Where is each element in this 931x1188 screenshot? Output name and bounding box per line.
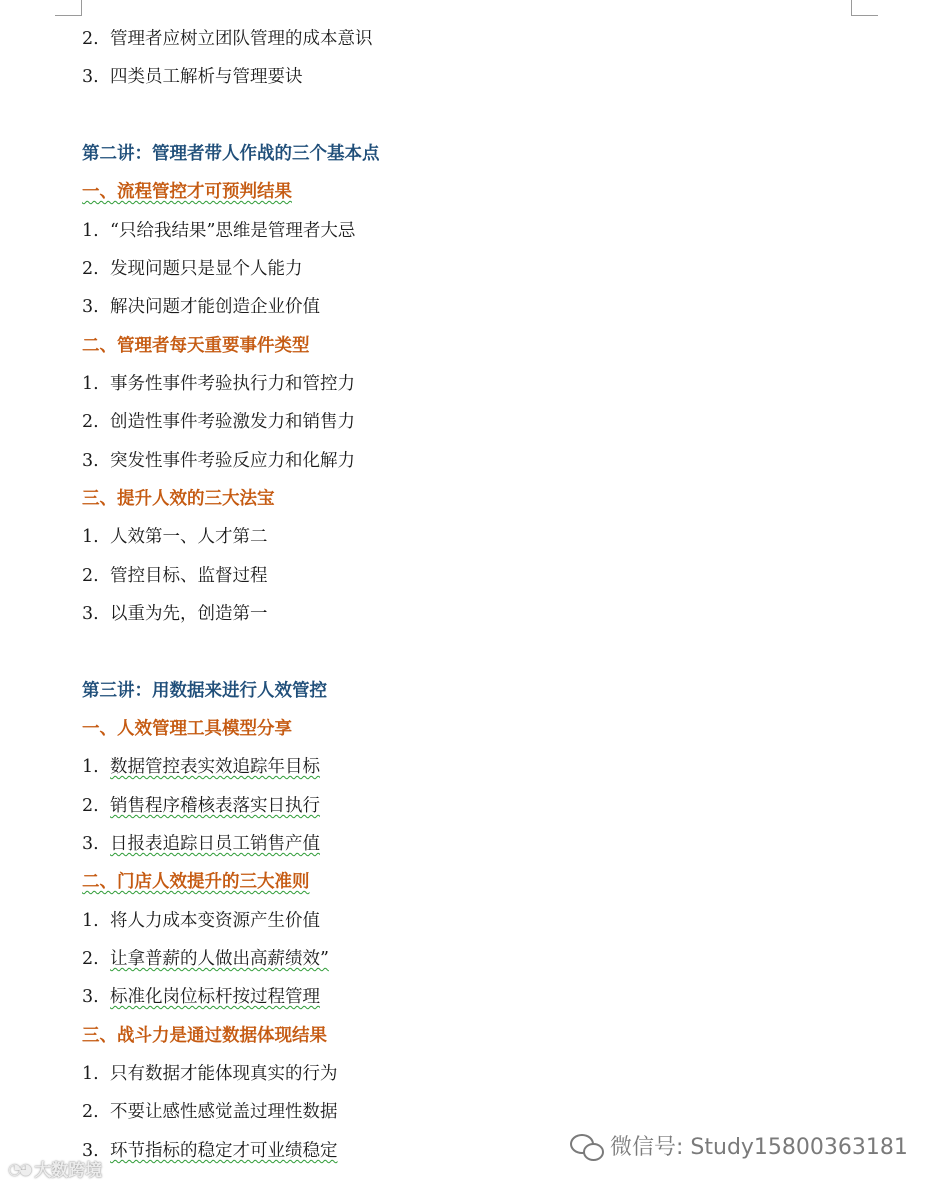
list-item: 2. 让拿普薪的人做出高薪绩效” [82, 949, 329, 969]
list-item: 3. 日报表追踪日员工销售产值 [82, 834, 320, 854]
list-item: 3. 环节指标的稳定才可业绩稳定 [82, 1141, 338, 1161]
lecture-heading: 第三讲：用数据来进行人效管控 [82, 681, 327, 701]
list-item: 3. 解决问题才能创造企业价值 [82, 297, 320, 317]
list-item: 3. 突发性事件考验反应力和化解力 [82, 451, 355, 471]
list-item: 2. 不要让感性感觉盖过理性数据 [82, 1102, 338, 1122]
list-item: 2. 管理者应树立团队管理的成本意识 [82, 29, 373, 49]
list-item: 3. 以重为先，创造第一 [82, 604, 268, 624]
list-item: 1. “只给我结果”思维是管理者大忌 [82, 221, 356, 241]
list-item: 2. 发现问题只是显个人能力 [82, 259, 303, 279]
list-item: 2. 管控目标、监督过程 [82, 566, 268, 586]
wechat-icon [570, 1132, 604, 1160]
brand-watermark [8, 1156, 102, 1181]
list-item: 1. 只有数据才能体现真实的行为 [82, 1064, 338, 1084]
crop-mark-top-right-v [851, 0, 852, 16]
brand-logo-icon: ◔◕ [8, 1159, 31, 1178]
lecture-heading: 第二讲：管理者带人作战的三个基本点 [82, 144, 380, 164]
wechat-id-watermark [570, 1130, 908, 1161]
section-heading: 二、管理者每天重要事件类型 [82, 336, 310, 356]
list-item: 3. 四类员工解析与管理要诀 [82, 67, 303, 87]
list-item: 2. 销售程序稽核表落实日执行 [82, 796, 320, 816]
list-item: 1. 人效第一、人才第二 [82, 527, 268, 547]
list-item: 1. 数据管控表实效追踪年目标 [82, 757, 320, 777]
crop-mark-top-right-h [852, 15, 878, 16]
section-heading: 三、战斗力是通过数据体现结果 [82, 1026, 327, 1046]
section-heading: 一、流程管控才可预判结果 [82, 182, 292, 202]
list-item: 2. 创造性事件考验激发力和销售力 [82, 412, 355, 432]
crop-mark-top-left-v [81, 0, 82, 16]
wechat-id-label: 微信号: Study15800363181 [610, 1135, 908, 1160]
section-heading: 三、提升人效的三大法宝 [82, 489, 275, 509]
section-heading: 一、人效管理工具模型分享 [82, 719, 292, 739]
list-item: 3. 标准化岗位标杆按过程管理 [82, 987, 320, 1007]
crop-mark-top-left-h [55, 15, 81, 16]
list-item: 1. 事务性事件考验执行力和管控力 [82, 374, 355, 394]
brand-watermark-text: 大数跨境 [34, 1161, 103, 1181]
section-heading: 二、门店人效提升的三大准则 [82, 872, 310, 892]
list-item: 1. 将人力成本变资源产生价值 [82, 911, 320, 931]
